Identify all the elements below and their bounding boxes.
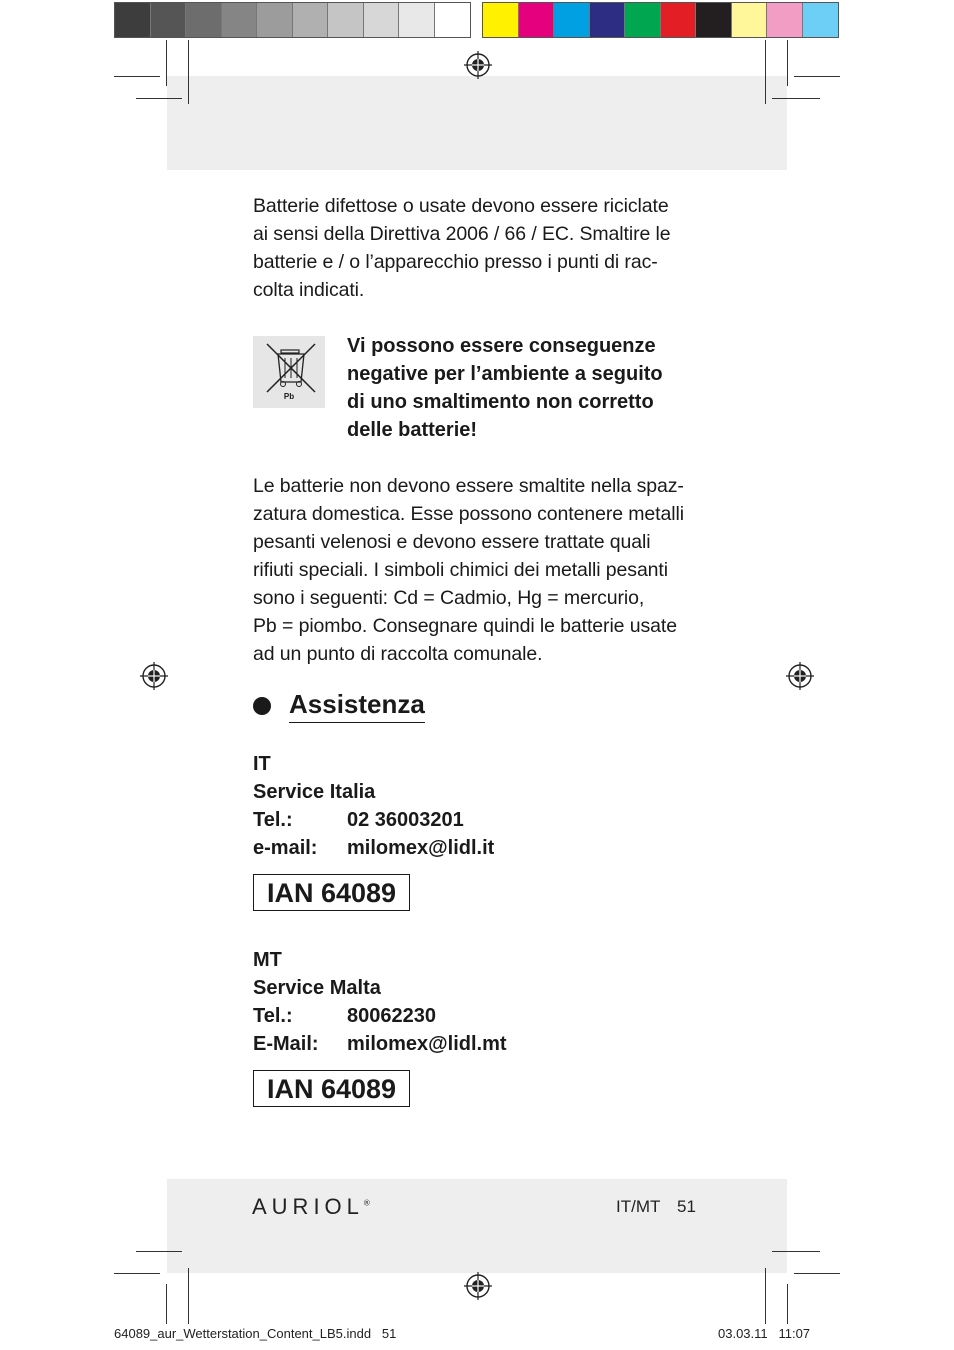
crop-mark [772, 98, 820, 99]
crossed-bin-icon [253, 336, 325, 408]
text-line: sono i seguenti: Cd = Cadmio, Hg = mercurio, [253, 587, 645, 609]
text-line: batterie e / o l’apparecchio presso i punti di rac- [253, 251, 658, 273]
crop-mark [166, 40, 167, 86]
color-swatch [803, 3, 839, 37]
text-line: Vi possono essere conseguenze [347, 335, 656, 357]
gray-calibration-bar [114, 2, 471, 38]
color-swatch [435, 3, 471, 37]
environment-warning [347, 332, 663, 444]
service-name: Service Italia [253, 781, 376, 803]
crop-mark [188, 40, 189, 104]
text-line: negative per l’ambiente a seguito [347, 363, 663, 385]
battery-disposal-paragraph [253, 472, 684, 668]
section-title: Assistenza [289, 688, 425, 723]
color-swatch [696, 3, 732, 37]
text-line: Batterie difettose o usate devono essere riciclate [253, 195, 669, 217]
header-panel [167, 76, 787, 170]
crop-mark [136, 98, 182, 99]
crop-mark [166, 1284, 167, 1324]
text-line: delle batterie! [347, 419, 478, 441]
color-swatch [186, 3, 222, 37]
crop-mark [772, 1251, 820, 1252]
color-swatch [399, 3, 435, 37]
color-swatch [222, 3, 258, 37]
color-swatch [767, 3, 803, 37]
color-swatch [519, 3, 555, 37]
tel-label: Tel.: [253, 809, 293, 831]
crop-mark [787, 40, 788, 86]
tel-row [253, 1002, 507, 1030]
color-swatch [328, 3, 364, 37]
brand-logo [252, 1194, 370, 1220]
ian-box: IAN 64089 [253, 1070, 410, 1107]
color-calibration-bar [482, 2, 839, 38]
service-malta-block [253, 946, 507, 1058]
email-link[interactable]: milomex@lidl.mt [347, 1033, 507, 1055]
color-swatch [732, 3, 768, 37]
registration-mark-icon [463, 1271, 493, 1301]
color-swatch [293, 3, 329, 37]
page-number: 51 [677, 1197, 696, 1216]
date-slug: 03.03.11 11:07 [718, 1326, 811, 1341]
text-line: zatura domestica. Esse possono contenere metalli [253, 503, 684, 525]
color-swatch [554, 3, 590, 37]
tel-label: Tel.: [253, 1005, 293, 1027]
email-label: e-mail: [253, 837, 318, 859]
service-italia-block [253, 750, 494, 862]
text-line: Le batterie non devono essere smaltite nella spaz- [253, 475, 684, 497]
text-line: di uno smaltimento non corretto [347, 391, 654, 413]
crop-mark [794, 1273, 840, 1274]
email-row [253, 1030, 507, 1058]
crop-mark [765, 1268, 766, 1324]
country-code: MT [253, 949, 282, 971]
color-swatch [115, 3, 151, 37]
text-line: ad un punto di raccolta comunale. [253, 643, 543, 665]
color-swatch [364, 3, 400, 37]
registration-mark-icon [785, 661, 815, 691]
text-line: pesanti velenosi e devono essere trattate quali [253, 531, 651, 553]
text-line: rifiuti speciali. I simboli chimici dei metalli pesanti [253, 559, 668, 581]
color-swatch [590, 3, 626, 37]
color-swatch [257, 3, 293, 37]
section-heading [253, 688, 425, 723]
language-code: IT/MT [616, 1197, 661, 1216]
text-line: Pb = piombo. Consegnare quindi le batterie usate [253, 615, 677, 637]
tel-value: 80062230 [347, 1005, 436, 1027]
crop-mark [114, 1273, 160, 1274]
email-link[interactable]: milomex@lidl.it [347, 837, 495, 859]
crop-mark [188, 1268, 189, 1324]
registration-mark-icon [463, 50, 493, 80]
bullet-icon [253, 697, 271, 715]
crop-mark [794, 76, 840, 77]
battery-recycling-paragraph [253, 192, 671, 304]
crop-mark [765, 40, 766, 104]
crop-mark [787, 1284, 788, 1324]
registration-mark-icon [139, 661, 169, 691]
email-label: E-Mail: [253, 1033, 319, 1055]
color-swatch [625, 3, 661, 37]
country-code: IT [253, 753, 271, 775]
text-line: ai sensi della Direttiva 2006 / 66 / EC. Smaltire le [253, 223, 671, 245]
crop-mark [114, 76, 160, 77]
tel-row [253, 806, 494, 834]
registered-mark: ® [363, 1198, 370, 1208]
color-swatch [151, 3, 187, 37]
service-name: Service Malta [253, 977, 381, 999]
text-line: colta indicati. [253, 279, 365, 301]
crop-mark [136, 1251, 182, 1252]
email-row [253, 834, 494, 862]
ian-box: IAN 64089 [253, 874, 410, 911]
color-swatch [483, 3, 519, 37]
file-slug: 64089_aur_Wetterstation_Content_LB5.indd 51 [114, 1326, 397, 1341]
brand-name: AURIOL [252, 1194, 364, 1219]
pb-label: Pb [283, 392, 295, 401]
tel-value: 02 36003201 [347, 809, 464, 831]
color-swatch [661, 3, 697, 37]
